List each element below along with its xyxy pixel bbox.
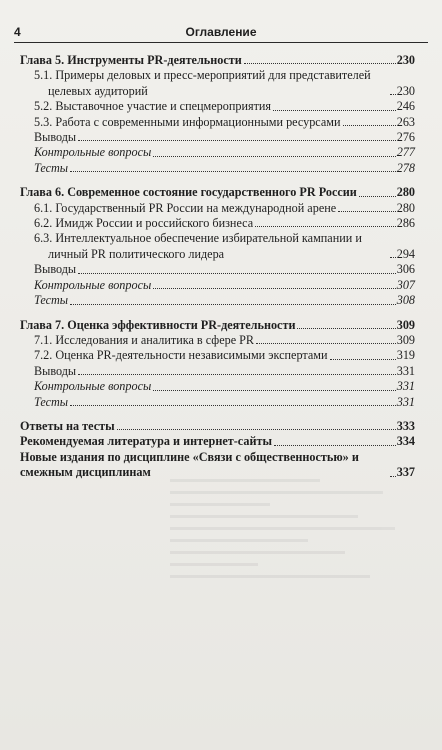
toc-entry-page: 276 [396, 130, 415, 145]
toc-entry-title: Тесты [34, 160, 69, 175]
table-of-contents [20, 53, 415, 481]
dot-leader [117, 429, 396, 430]
toc-entry-title: Тесты [34, 394, 69, 409]
toc-entry-page: 306 [396, 262, 415, 277]
toc-backmatter-entry [20, 434, 415, 449]
dot-leader [390, 257, 396, 258]
dot-leader [70, 304, 396, 305]
toc-backmatter-entry [20, 419, 415, 434]
dot-leader [153, 156, 395, 157]
toc-section-entry [20, 68, 415, 99]
toc-exercise-entry [20, 161, 415, 176]
toc-entry-title: Выводы [34, 130, 77, 145]
toc-exercise-entry [20, 379, 415, 394]
toc-entry-page: 286 [396, 216, 415, 231]
toc-exercise-entry [20, 278, 415, 293]
dot-leader [330, 359, 396, 360]
toc-entry-page: 263 [396, 114, 415, 129]
running-title: Оглавление [185, 25, 257, 39]
toc-entry-title: Контрольные вопросы [34, 145, 152, 160]
toc-entry-page: 294 [396, 246, 415, 261]
toc-entry-page: 333 [396, 418, 415, 433]
toc-entry-page: 280 [396, 200, 415, 215]
dot-leader [273, 110, 396, 111]
toc-entry-page: 230 [396, 53, 415, 67]
toc-entry-title: 7.1. Исследования и аналитика в сфере PR [34, 332, 255, 347]
dot-leader [274, 445, 396, 446]
toc-entry-title: 6.1. Государственный PR России на международной арене [34, 200, 337, 215]
page-number: 4 [14, 25, 21, 39]
dot-leader [390, 94, 396, 95]
dot-leader [244, 63, 396, 64]
toc-entry-page: 337 [396, 465, 415, 480]
toc-section-entry [20, 348, 415, 363]
dot-leader [338, 211, 396, 212]
dot-leader [78, 374, 396, 375]
dot-leader [359, 196, 396, 197]
toc-entry-page: 308 [396, 293, 415, 308]
toc-entry-page: 246 [396, 99, 415, 114]
toc-entry-title: 6.3. Интеллектуальное обеспечение избирательной кампании и личный PR политического лидера [34, 231, 362, 261]
toc-section-entry [20, 231, 415, 262]
toc-entry-title: 5.1. Примеры деловых и пресс-мероприятий для представителей целевых аудиторий [34, 68, 371, 98]
toc-entry-page: 331 [396, 394, 415, 409]
toc-exercise-entry [20, 395, 415, 410]
toc-summary-entry [20, 262, 415, 277]
toc-entry-title: 5.2. Выставочное участие и спецмероприятия [34, 99, 272, 114]
toc-entry-title: 6.2. Имидж России и российского бизнеса [34, 216, 254, 231]
toc-entry-page: 309 [396, 332, 415, 347]
toc-entry-page: 230 [396, 83, 415, 98]
bleed-through-text [170, 470, 420, 690]
dot-leader [70, 405, 396, 406]
toc-summary-entry [20, 364, 415, 379]
dot-leader [70, 171, 396, 172]
toc-entry-title: Выводы [34, 262, 77, 277]
dot-leader [153, 390, 395, 391]
toc-entry-title: Контрольные вопросы [34, 379, 152, 394]
dot-leader [297, 328, 395, 329]
toc-entry-title: Глава 6. Современное состояние государственного PR России [20, 185, 357, 200]
toc-section-entry [20, 333, 415, 348]
toc-entry-page: 277 [396, 145, 415, 160]
toc-entry-title: 7.2. Оценка PR-деятельности независимыми экспертами [34, 348, 328, 363]
toc-entry-title: 5.3. Работа с современными информационными ресурсами [34, 114, 341, 129]
toc-entry-title: Тесты [34, 293, 69, 308]
toc-entry-title: Глава 7. Оценка эффективности PR-деятельности [20, 317, 296, 332]
toc-exercise-entry [20, 145, 415, 160]
toc-section-entry [20, 115, 415, 130]
toc-section-entry [20, 99, 415, 114]
toc-chapter-entry [20, 53, 415, 68]
toc-section-entry [20, 201, 415, 216]
toc-chapter-entry [20, 185, 415, 200]
dot-leader [78, 273, 396, 274]
toc-chapter-entry [20, 318, 415, 333]
toc-entry-page: 309 [396, 317, 415, 332]
dot-leader [390, 476, 396, 477]
toc-entry-page: 331 [396, 363, 415, 378]
toc-summary-entry [20, 130, 415, 145]
toc-entry-title: Выводы [34, 363, 77, 378]
toc-entry-page: 278 [396, 160, 415, 175]
toc-exercise-entry [20, 293, 415, 308]
toc-entry-title: Рекомендуемая литература и интернет-сайты [20, 434, 272, 449]
toc-section-entry [20, 216, 415, 231]
toc-entry-page: 307 [396, 277, 415, 292]
toc-entry-title: Ответы на тесты [20, 418, 115, 433]
toc-entry-page: 334 [396, 434, 415, 449]
dot-leader [255, 226, 396, 227]
toc-entry-title: Глава 5. Инструменты PR-деятельности [20, 53, 242, 67]
toc-entry-page: 319 [396, 348, 415, 363]
toc-entry-page: 331 [396, 379, 415, 394]
dot-leader [256, 343, 396, 344]
dot-leader [343, 125, 396, 126]
dot-leader [78, 140, 396, 141]
toc-entry-title: Новые издания по дисциплине «Связи с общественностью» и смежным дисциплинам [20, 449, 359, 480]
toc-entry-title: Контрольные вопросы [34, 277, 152, 292]
toc-backmatter-entry [20, 450, 415, 481]
toc-entry-page: 280 [396, 185, 415, 200]
running-header [14, 24, 428, 43]
dot-leader [153, 288, 395, 289]
